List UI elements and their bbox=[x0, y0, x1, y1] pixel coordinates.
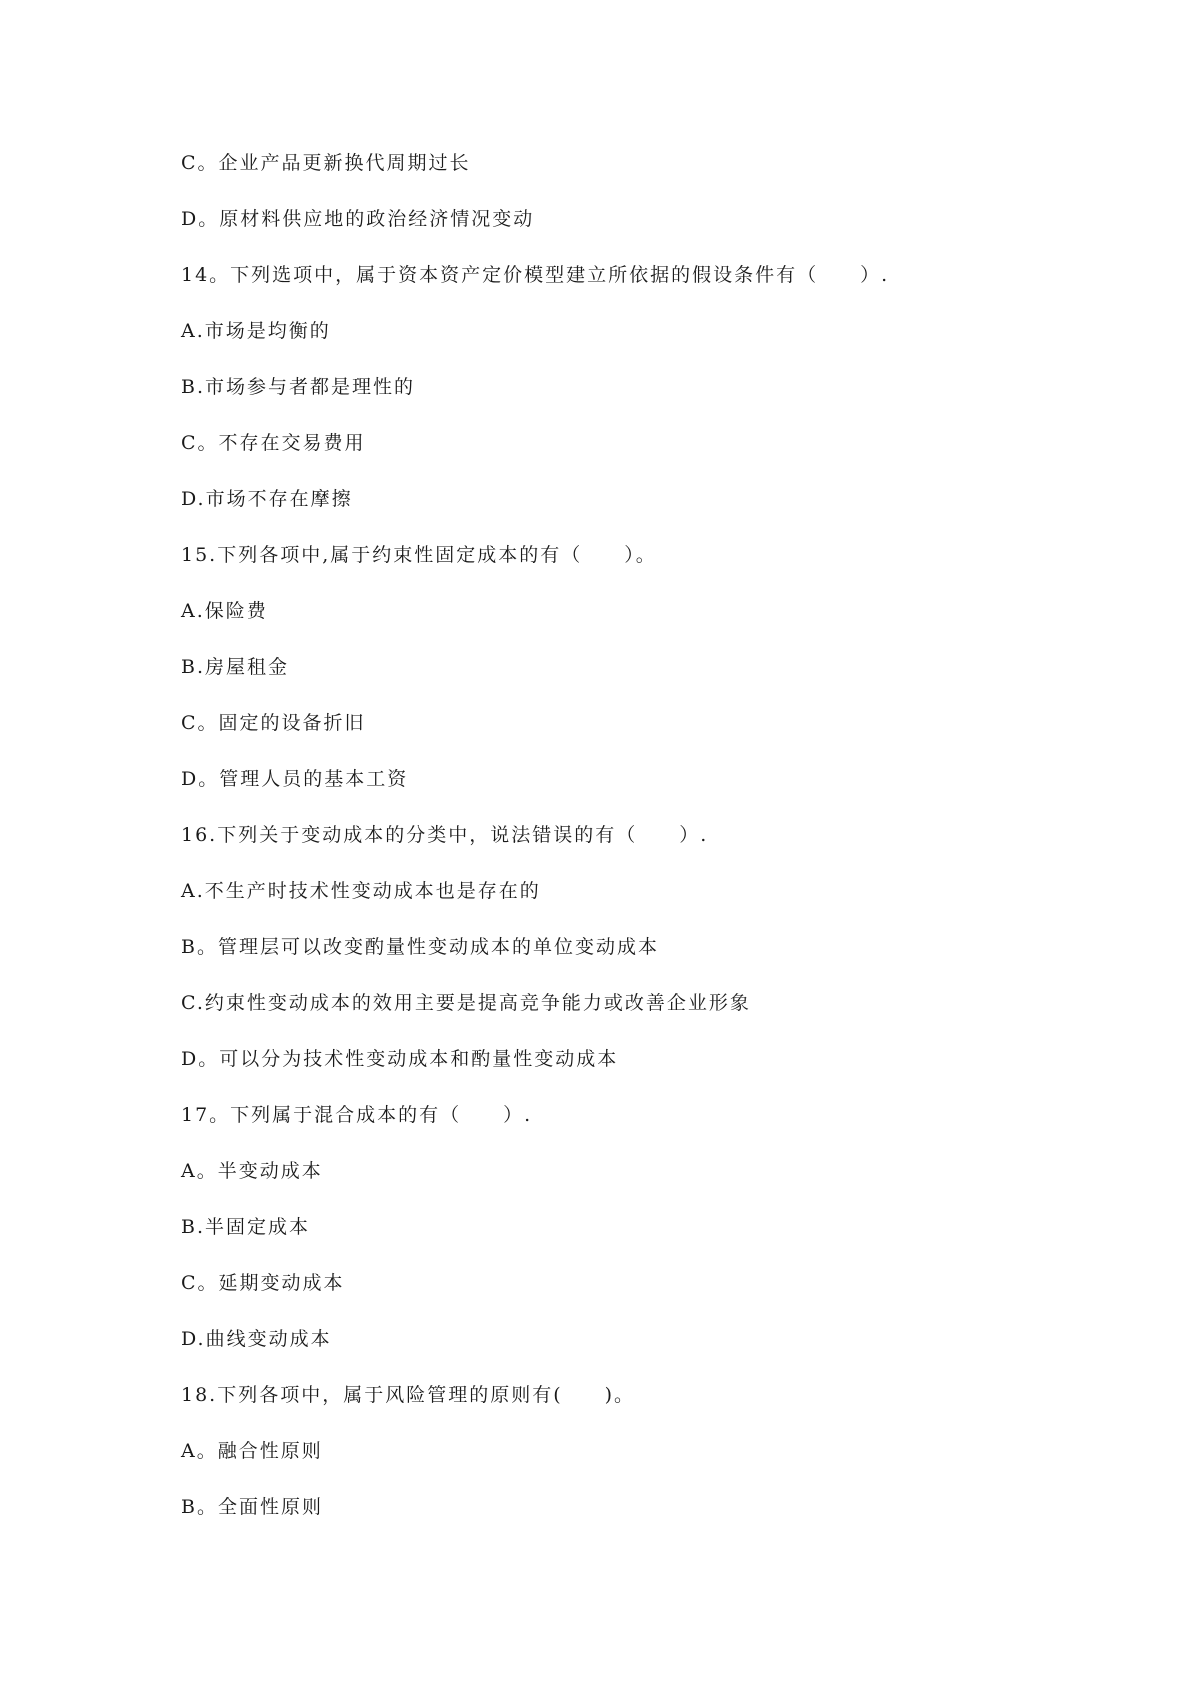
q16-option-b: B。管理层可以改变酌量性变动成本的单位变动成本 bbox=[181, 936, 659, 958]
q17-option-c: C。延期变动成本 bbox=[181, 1272, 345, 1294]
q17-question: 17。下列属于混合成本的有（ ）. bbox=[181, 1104, 533, 1126]
q15-option-c: C。固定的设备折旧 bbox=[181, 712, 366, 734]
q16-option-d: D。可以分为技术性变动成本和酌量性变动成本 bbox=[181, 1048, 619, 1070]
q15-option-d: D。管理人员的基本工资 bbox=[181, 768, 409, 790]
q18-option-a: A。融合性原则 bbox=[181, 1440, 323, 1462]
q14-question: 14。下列选项中，属于资本资产定价模型建立所依据的假设条件有（ ）. bbox=[181, 264, 890, 286]
q17-option-a: A。半变动成本 bbox=[181, 1160, 323, 1182]
question-text-block bbox=[181, 146, 1081, 1546]
q14-option-d: D.市场不存在摩擦 bbox=[181, 488, 353, 510]
q15-question: 15.下列各项中,属于约束性固定成本的有（ ）。 bbox=[181, 544, 657, 566]
q18-option-b: B。全面性原则 bbox=[181, 1496, 323, 1518]
q15-option-a: A.保险费 bbox=[181, 600, 268, 622]
q14-option-c: C。不存在交易费用 bbox=[181, 432, 366, 454]
q14-option-b: B.市场参与者都是理性的 bbox=[181, 376, 416, 398]
q16-option-c: C.约束性变动成本的效用主要是提高竞争能力或改善企业形象 bbox=[181, 992, 751, 1014]
q13-option-d: D。原材料供应地的政治经济情况变动 bbox=[181, 208, 535, 230]
q14-option-a: A.市场是均衡的 bbox=[181, 320, 331, 342]
q16-question: 16.下列关于变动成本的分类中，说法错误的有（ ）. bbox=[181, 824, 709, 846]
q17-option-d: D.曲线变动成本 bbox=[181, 1328, 332, 1350]
q13-option-c: C。企业产品更新换代周期过长 bbox=[181, 152, 471, 174]
q15-option-b: B.房屋租金 bbox=[181, 656, 290, 678]
q17-option-b: B.半固定成本 bbox=[181, 1216, 311, 1238]
q18-question: 18.下列各项中，属于风险管理的原则有( )。 bbox=[181, 1384, 636, 1406]
q16-option-a: A.不生产时技术性变动成本也是存在的 bbox=[181, 880, 541, 902]
